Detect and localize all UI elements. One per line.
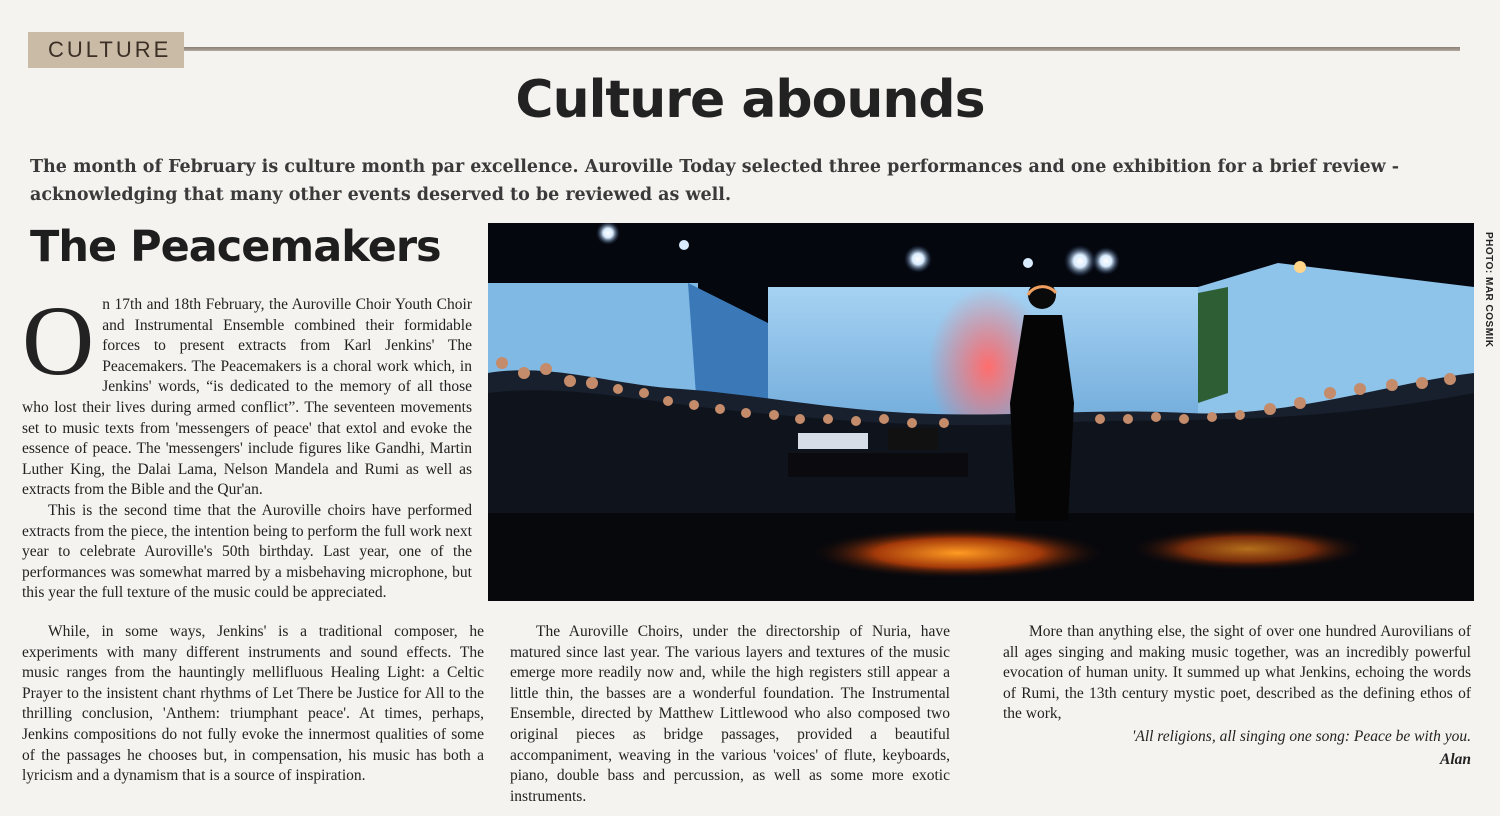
byline: Alan [1439,750,1471,768]
paragraph: n 17th and 18th February, the Auroville Choir Youth Choir and Instrumental Ensemble combined their formidable forces to present extracts from Karl Jenkins' The Peacemakers. The Peacemakers is a choral work which, in Jenkins' words, “is dedicated to the memory of all those who lost their lives during armed conflict”. The seventeen movements set to music texts from 'messengers of peace' that extol and evoke the essence of peace. The 'messengers' include figures like Gandhi, Martin Luther King, the Dalai Lama, Nelson Mandela and Rumi as well as extracts from the Bible and the Qur'an. [22,296,472,499]
column-2 [510,622,950,807]
paragraph: More than anything else, the sight of over one hundred Aurovilians of all ages singing and making music together, was an incredibly powerful evocation of human unity. It summed up what Jenkins, echoing the words of Rumi, the 13th century mystic poet, described as the defining ethos of the work, [1003,623,1471,723]
section-tag: CULTURE [28,32,184,68]
photo-credit: PHOTO: MAR COSMIK [1483,232,1494,348]
drop-cap: O [22,285,95,396]
deck-text: The month of February is culture month par excellence. Auroville Today selected three performances and one exhibition for a brief review - acknowledging that many other events deserved to be reviewed as well. [30,157,1400,205]
paragraph: The Auroville Choirs, under the directorship of Nuria, have matured since last year. The various layers and textures of the music emerge more readily now and, while the high registers still appear a little thin, the basses are a wonderful foundation. The Instrumental Ensemble, directed by Matthew Littlewood who also composed two original pieces as bridge passages, provided a beautiful accompaniment, weaving in the various 'voices' of flute, keyboards, piano, double bass and percussion, as well as some more exotic instruments. [510,623,950,805]
article-title: The Peacemakers [30,222,441,272]
headline: Culture abounds [515,70,985,130]
paragraph: This is the second time that the Auroville choirs have performed extracts from the piece, the intention being to perform the full work next year to celebrate Auroville's 50th birthday. Last year, one of the performances was somewhat marred by a misbehaving microphone, but this year the full texture of the music could be appreciated. [22,501,472,602]
column-1-top [22,285,472,604]
stage-illustration [488,223,1474,601]
choir-performance-photo [488,223,1474,601]
header-rule [184,47,1460,51]
column-1-bottom [22,622,484,787]
pull-quote: 'All religions, all singing one song: Peace be with you. [1132,727,1471,745]
column-3 [1003,622,1471,770]
paragraph: While, in some ways, Jenkins' is a traditional composer, he experiments with many different instruments and sound effects. The music ranges from the hauntingly mellifluous Healing Light: a Celtic Prayer to the insistent chant rhythms of Let There be Justice for All to the thrilling conclusion, 'Anthem: triumphant peace'. At times, perhaps, Jenkins compositions do not fully evoke the innermost qualities of some of the passages he chooses but, in compensation, his music has both a lyricism and a dynamism that is a source of inspiration. [22,623,484,785]
